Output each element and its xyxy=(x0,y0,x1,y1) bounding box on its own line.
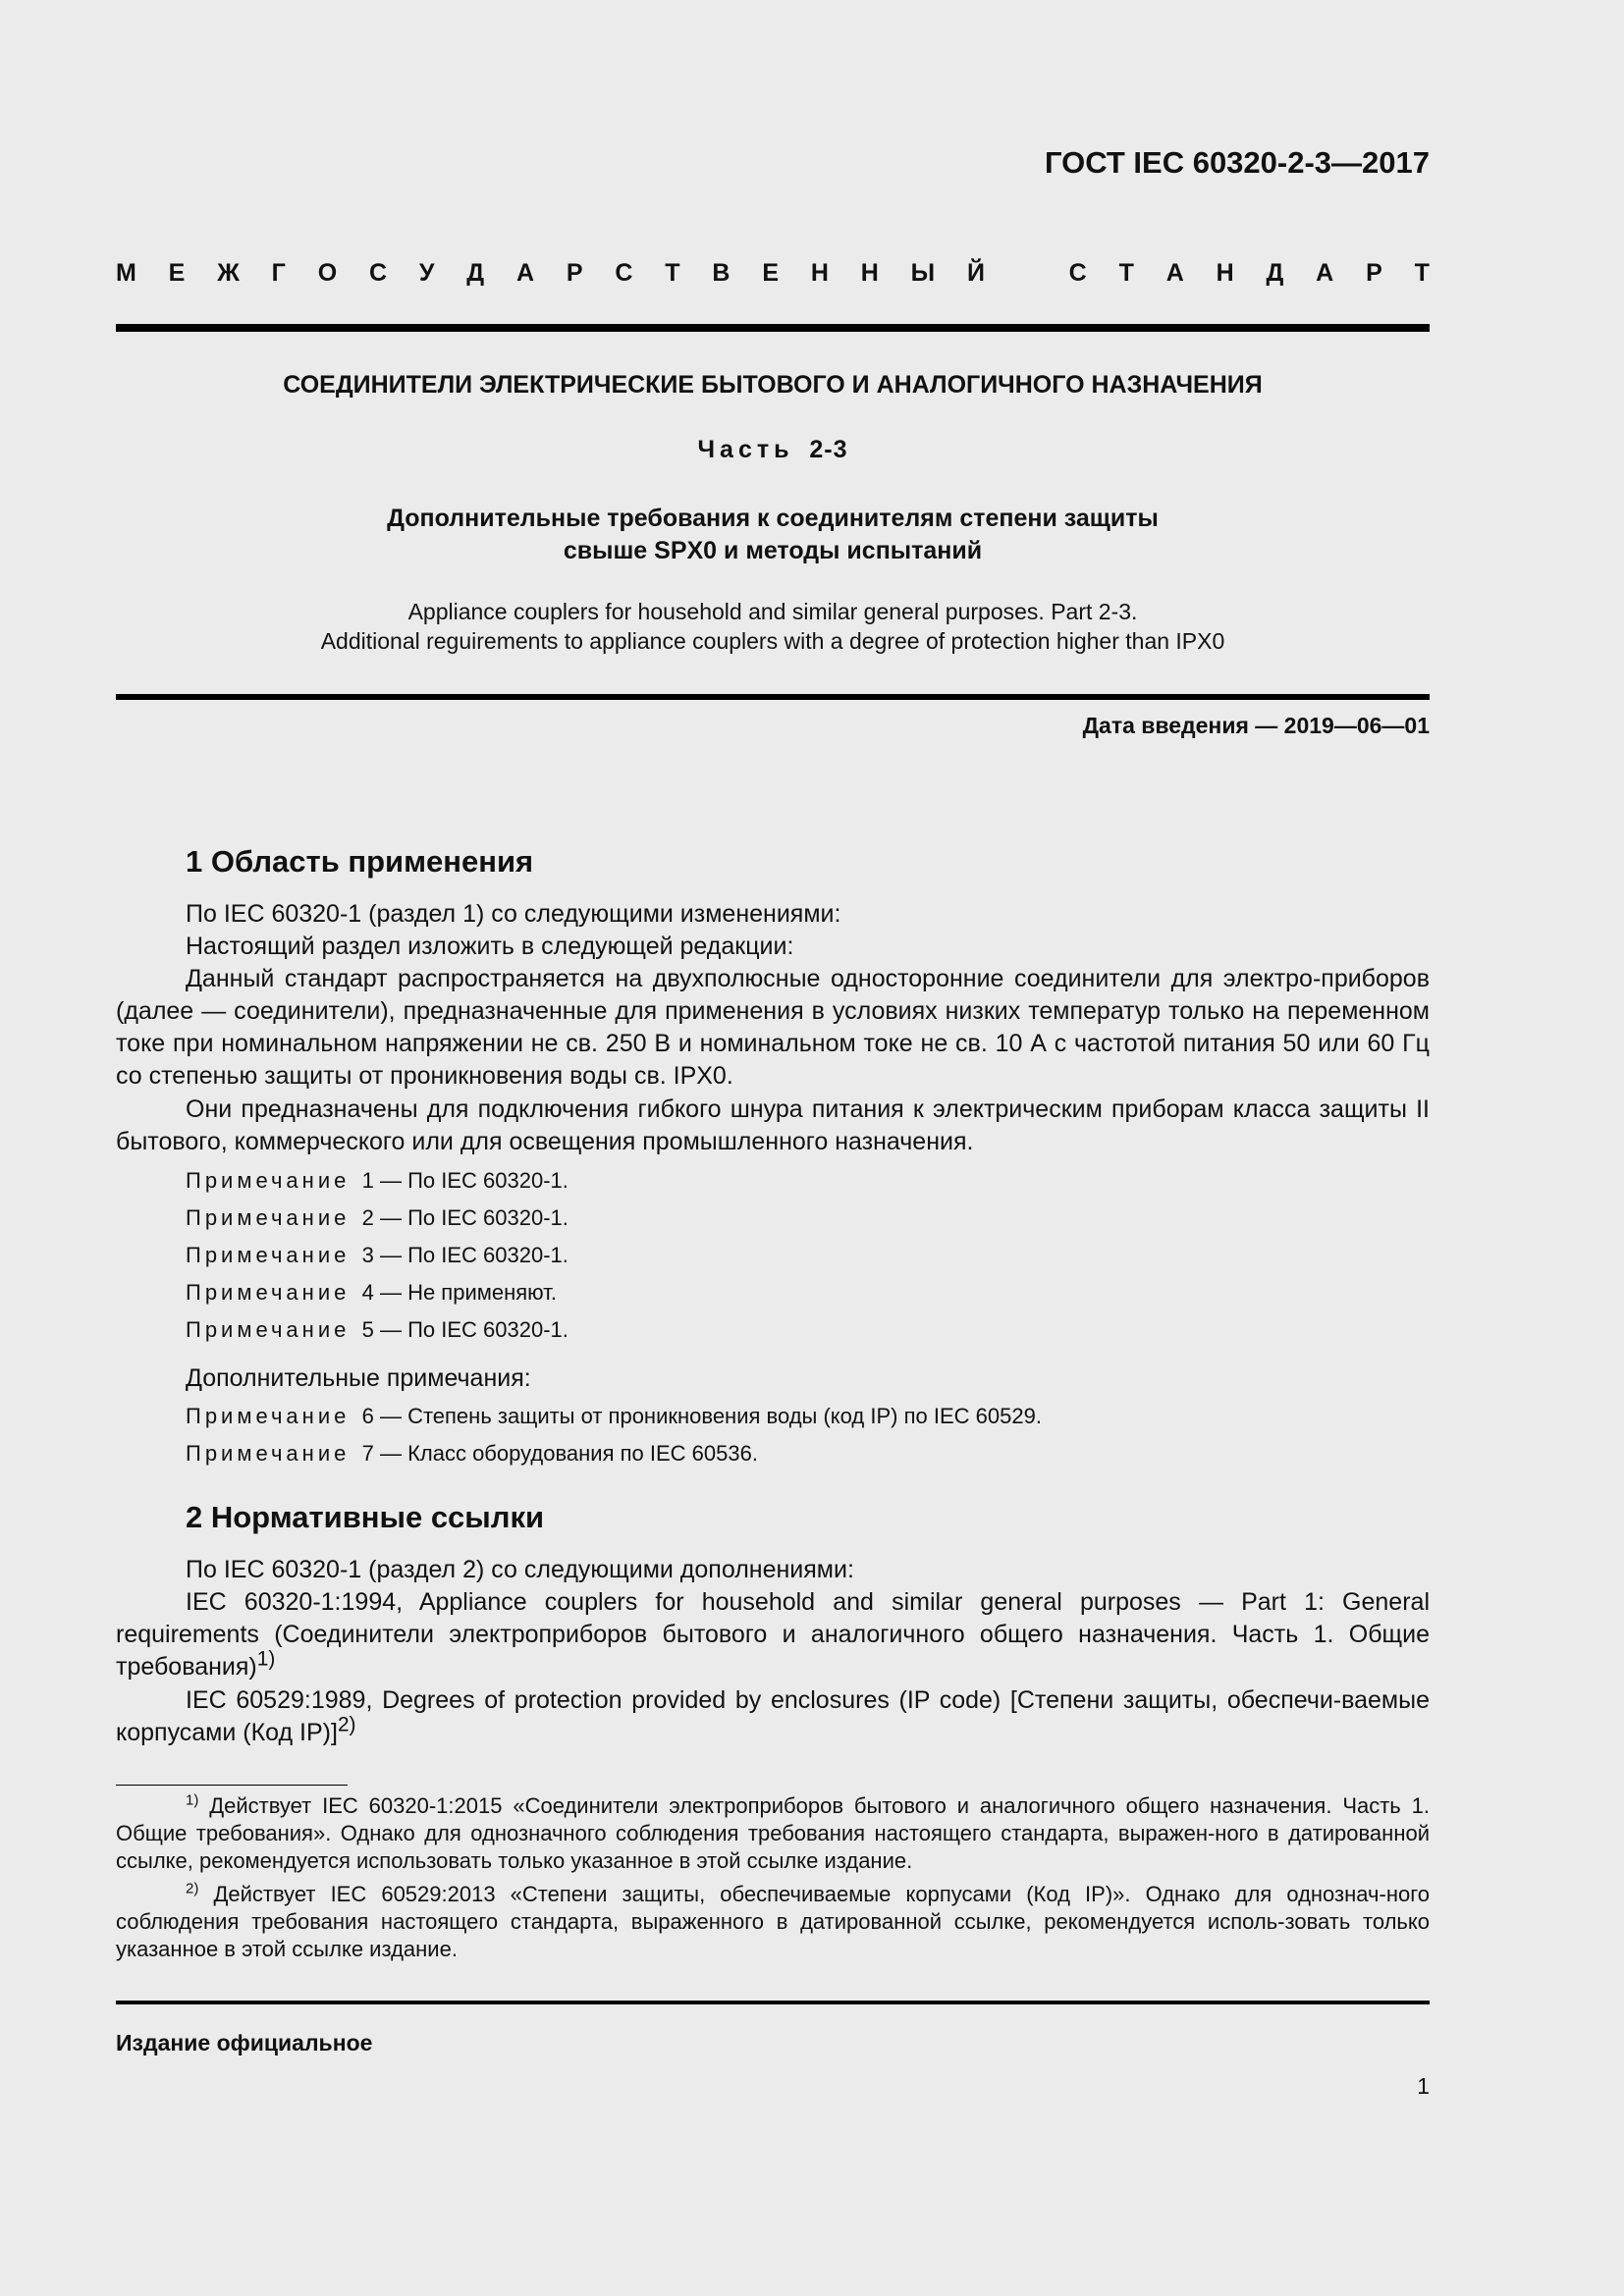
footer-rule xyxy=(116,2001,1430,2004)
banner-letter: М xyxy=(116,259,136,287)
note-7: Примечание 7 — Класс оборудования по IEC 60536. xyxy=(186,1441,758,1466)
note-3: Примечание 3 — По IEC 60320-1. xyxy=(186,1243,568,1267)
part-number: 2-3 xyxy=(809,436,848,463)
official-edition-label: Издание официальное xyxy=(116,2030,373,2056)
banner-letter: Е xyxy=(762,259,780,287)
reference-iec-60529: IEC 60529:1989, Degrees of protection provided by enclosures (IP code) [Степени защиты, обеспечи-ваемые корпусами (Код IP)]$^{2)}$ xyxy=(116,1686,1430,1746)
banner-letter: Т xyxy=(665,259,680,287)
document-number: ГОСТ IEC 60320-2-3—2017 xyxy=(1044,145,1430,180)
english-title-line-2: Additional reguirements to appliance couplers with a degree of protection higher than IPX0 xyxy=(320,628,1225,654)
note-label: Примечание xyxy=(186,1280,351,1305)
footnote-ref-1[interactable]: 1) xyxy=(256,1647,276,1671)
banner-letter: У xyxy=(418,259,435,287)
banner-letter: А xyxy=(1165,259,1184,287)
main-title: СОЕДИНИТЕЛИ ЭЛЕКТРИЧЕСКИЕ БЫТОВОГО И АНАЛОГИЧНОГО НАЗНАЧЕНИЯ xyxy=(283,371,1263,399)
section-1-paragraph-3: Данный стандарт распространяется на двухполюсные односторонние соединители для электро-приборов (далее — соединители), предназначенные для применения в условиях низких температур только на переменном токе при номинальном напряжении не св. 250 В и номинальном токе не св. 10 А с частотой питания 50 или 60 Гц со степенью защиты от проникновения воды св. IPX0. xyxy=(116,965,1430,1090)
note-4: Примечание 4 — Не применяют. xyxy=(186,1280,557,1305)
standard-banner xyxy=(116,259,1430,294)
subtitle-line-1: Дополнительные требования к соединителям степени защиты xyxy=(387,505,1159,532)
banner-letter: А xyxy=(515,259,535,287)
note-label: Примечание xyxy=(186,1317,351,1342)
banner-letter: Г xyxy=(271,259,286,287)
banner-letter: А xyxy=(1316,259,1334,287)
part-label xyxy=(116,436,1430,464)
subtitle xyxy=(116,503,1430,567)
note-1: Примечание 1 — По IEC 60320-1. xyxy=(186,1168,568,1193)
reference-iec-60320-1: IEC 60320-1:1994, Appliance couplers for household and similar general purposes — Part 1: General requirements (Соединители электроприборов бытового и аналогичного общего назначения. Часть 1. Общие требования)$^{1)}$ xyxy=(116,1588,1430,1681)
additional-notes-label: Дополнительные примечания: xyxy=(186,1364,531,1392)
page-number: 1 xyxy=(1417,2073,1430,2099)
banner-letter: О xyxy=(317,259,338,287)
section-1-paragraph-2: Настоящий раздел изложить в следующей редакции: xyxy=(186,933,794,960)
banner-letter: Т xyxy=(1414,259,1430,287)
footnote-2: $^{2)}$ Действует IEC 60529:2013 «Степени защиты, обеспечиваемые корпусами (Код IP)». Однако для однознач-ного соблюдения требования настоящего стандарта, выраженного в датированной ссылке, рекомендуется исполь-зовать только указанное в этой ссылке издание. xyxy=(116,1880,1430,1961)
footnote-ref-2[interactable]: 2) xyxy=(337,1713,356,1736)
english-title xyxy=(116,597,1430,656)
subtitle-line-2: свыше SPX0 и методы испытаний xyxy=(563,537,983,564)
note-6: Примечание 6 — Степень защиты от проникновения воды (код IP) по IEC 60529. xyxy=(186,1404,1042,1428)
banner-letter: Д xyxy=(466,259,485,287)
section-1-paragraph-1: По IEC 60320-1 (раздел 1) со следующими изменениями: xyxy=(186,900,841,928)
banner-letter: Ж xyxy=(217,259,240,287)
banner-letter: С xyxy=(615,259,633,287)
banner-letter: Р xyxy=(1366,259,1382,287)
banner-letter: Р xyxy=(566,259,583,287)
note-label: Примечание xyxy=(186,1205,351,1230)
banner-letter: Н xyxy=(1216,259,1234,287)
note-label: Примечание xyxy=(186,1243,351,1267)
banner-letter: Й xyxy=(967,259,985,287)
note-2: Примечание 2 — По IEC 60320-1. xyxy=(186,1205,568,1230)
note-5: Примечание 5 — По IEC 60320-1. xyxy=(186,1317,568,1342)
banner-letter: Н xyxy=(860,259,879,287)
note-label: Примечание xyxy=(186,1404,351,1428)
banner-letter: Т xyxy=(1118,259,1134,287)
section-2-heading: 2 Нормативные ссылки xyxy=(186,1500,545,1534)
part-word: Часть xyxy=(697,436,794,463)
date-of-introduction: Дата введения — 2019—06—01 xyxy=(1082,713,1430,738)
note-label: Примечание xyxy=(186,1168,351,1193)
section-2-paragraph-1: По IEC 60320-1 (раздел 2) со следующими дополнениями: xyxy=(186,1556,854,1583)
english-title-line-1: Appliance couplers for household and similar general purposes. Part 2-3. xyxy=(407,599,1138,624)
banner-letter: Е xyxy=(168,259,186,287)
banner-word-gap xyxy=(1017,259,1037,294)
footnote-separator xyxy=(116,1785,348,1786)
note-label: Примечание xyxy=(186,1441,351,1466)
top-rule xyxy=(116,324,1430,332)
banner-letter: В xyxy=(712,259,731,287)
banner-letter: Д xyxy=(1266,259,1284,287)
banner-letter: Ы xyxy=(910,259,936,287)
section-1-heading: 1 Область применения xyxy=(186,844,534,879)
banner-letter: С xyxy=(1068,259,1087,287)
section-1-paragraph-4: Они предназначены для подключения гибкого шнура питания к электрическим приборам класса защиты II бытового, коммерческого или для освещения промышленного назначения. xyxy=(116,1095,1430,1155)
footnote-1: $^{1)}$ Действует IEC 60320-1:2015 «Соединители электроприборов бытового и аналогичного общего назначения. Часть 1. Общие требования». Однако для однозначного соблюдения требования настоящего стандарта, выражен-ного в датированной ссылке, рекомендуется использовать только указанное в этой ссылке издание. xyxy=(116,1791,1430,1873)
banner-letter: Н xyxy=(810,259,829,287)
banner-letter: С xyxy=(368,259,388,287)
title-bottom-rule xyxy=(116,694,1430,700)
